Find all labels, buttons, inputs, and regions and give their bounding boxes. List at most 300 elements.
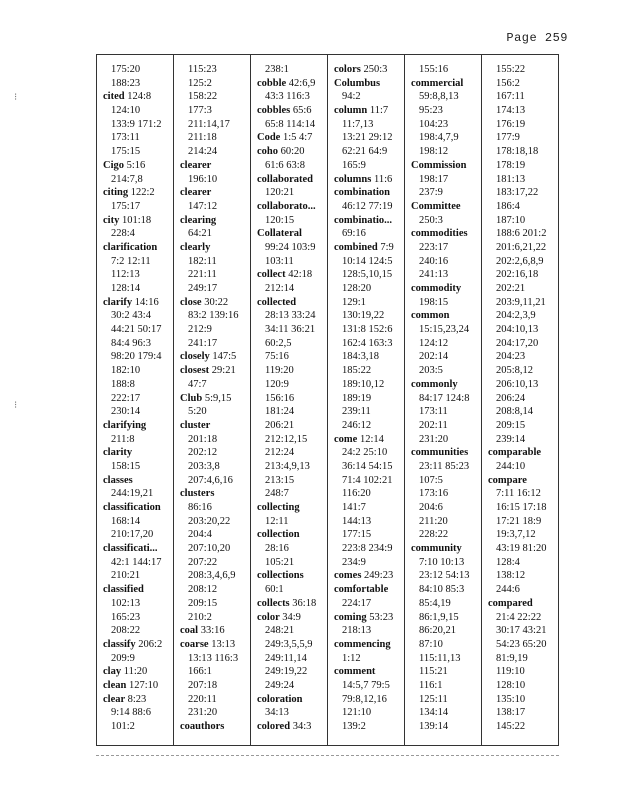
index-page-refs: 13:21 29:12 — [342, 132, 393, 144]
index-page-refs: 174:13 — [496, 105, 526, 117]
index-term-entry — [251, 200, 327, 214]
index-page-refs: 244:6 — [496, 584, 520, 596]
index-page-refs: 1:5 4:7 — [282, 132, 313, 144]
index-page-refs: 250:3 — [419, 214, 443, 226]
index-page-refs: 101:18 — [121, 214, 152, 226]
index-page-refs: 119:20 — [265, 365, 294, 377]
index-term: compared — [488, 597, 533, 609]
index-page-refs: 184:3,18 — [342, 351, 380, 363]
index-page-refs: 98:20 179:4 — [111, 351, 162, 363]
index-page-refs: 23:12 54:13 — [419, 570, 470, 582]
index-term-entry — [97, 693, 173, 707]
margin-mark: ⁝ — [14, 92, 18, 103]
index-term: collaborato... — [257, 200, 316, 212]
index-term-entry — [97, 679, 173, 693]
index-page-refs: 212:12,15 — [265, 433, 308, 445]
index-term-entry — [251, 104, 327, 118]
index-page-refs: 30:17 43:21 — [496, 625, 547, 637]
index-term-entry — [174, 487, 250, 501]
index-term: commodity — [411, 283, 462, 294]
index-term-entry — [174, 392, 250, 406]
index-page-refs: 165:9 — [342, 159, 366, 171]
index-term: Committee — [411, 200, 461, 212]
index-page-refs: 121:10 — [342, 707, 372, 719]
index-page-refs: 128:4 — [496, 556, 520, 568]
index-page-refs: 16:15 17:18 — [496, 502, 547, 513]
index-page-refs: 85:4,19 — [419, 597, 451, 609]
index-page-refs: 155:16 — [419, 64, 449, 75]
index-term-entry — [328, 214, 404, 228]
index-page-refs: 116:20 — [342, 488, 371, 500]
index-page-refs: 107:5 — [419, 474, 443, 486]
index-page-refs: 207:22 — [188, 556, 218, 568]
index-page-refs: 166:1 — [188, 666, 212, 678]
index-term-entry — [251, 501, 327, 515]
index-term-entry — [174, 419, 250, 433]
index-term: closely — [180, 351, 210, 363]
index-page-refs: 33:16 — [200, 625, 225, 637]
index-term-entry — [97, 665, 173, 679]
index-page-refs: 188:23 — [111, 77, 141, 89]
index-page-refs: 198:17 — [419, 173, 449, 185]
index-page-refs: 21:4 22:22 — [496, 611, 542, 623]
index-page-refs: 224:17 — [342, 597, 372, 609]
index-page-refs: 202:14 — [419, 351, 449, 363]
index-page-refs: 178:19 — [496, 159, 526, 171]
index-page-refs: 248:7 — [265, 488, 289, 500]
index-column-4 — [328, 55, 405, 745]
index-page-refs: 203:5 — [419, 365, 443, 377]
index-term-entry — [405, 159, 481, 173]
index-page-refs: 173:11 — [419, 406, 448, 418]
index-page-refs: 128:10 — [496, 679, 526, 691]
margin-mark: ⁝ — [14, 400, 18, 411]
index-term: coal — [180, 625, 199, 637]
index-page-refs: 240:16 — [419, 255, 449, 267]
index-page-refs: 239:14 — [496, 433, 526, 445]
index-page-refs: 177:15 — [342, 529, 372, 541]
index-term: clearer — [180, 159, 212, 171]
index-page-refs: 43:19 81:20 — [496, 543, 547, 555]
index-page-refs: 128:5,10,15 — [342, 269, 393, 281]
index-page-refs: 95:23 — [419, 105, 443, 117]
index-page-refs: 177:9 — [496, 132, 520, 144]
index-page-refs: 15:15,23,24 — [419, 324, 470, 336]
index-page-refs: 207:18 — [188, 679, 218, 691]
index-page-refs: 211:20 — [419, 515, 448, 527]
index-page-refs: 185:22 — [342, 365, 372, 377]
index-page-refs: 115:21 — [419, 666, 448, 678]
index-term: clear — [103, 693, 125, 705]
index-page-refs: 204:17,20 — [496, 337, 539, 349]
index-page-refs: 42:18 — [288, 269, 313, 281]
index-term-entry — [174, 638, 250, 652]
index-term: citing — [103, 187, 129, 199]
index-page-refs: 125:2 — [188, 77, 212, 89]
index-page-refs: 202:16,18 — [496, 269, 539, 281]
index-term: comment — [334, 666, 376, 678]
index-term-entry — [405, 227, 481, 241]
index-page-refs: 211:8 — [111, 433, 135, 445]
index-term: Collateral — [257, 228, 302, 240]
index-page-refs: 124:8 — [127, 91, 152, 103]
index-term-entry — [405, 77, 481, 91]
index-page-refs: 139:14 — [419, 721, 449, 732]
index-page-refs: 188:8 — [111, 378, 135, 390]
index-page-refs: 12:14 — [359, 433, 384, 445]
index-term: clearly — [180, 241, 211, 253]
index-page-refs: 86:16 — [188, 502, 212, 513]
index-page-refs: 11:7,13 — [342, 118, 374, 130]
index-page-refs: 212:9 — [188, 324, 212, 336]
index-page-refs: 223:8 234:9 — [342, 543, 393, 555]
index-term: coauthors — [180, 721, 225, 732]
index-page-refs: 147:12 — [188, 200, 218, 212]
index-term: Code — [257, 132, 281, 144]
index-term: colored — [257, 721, 291, 732]
index-page-refs: 10:14 124:5 — [342, 255, 393, 267]
index-page-refs: 231:20 — [188, 707, 218, 719]
index-page-refs: 7:2 12:11 — [111, 255, 151, 267]
index-page-refs: 187:10 — [496, 214, 526, 226]
index-page-refs: 42:1 144:17 — [111, 556, 162, 568]
index-term-entry — [328, 77, 404, 91]
index-term-entry — [174, 296, 250, 310]
index-page-refs: 202:12 — [188, 447, 218, 459]
index-term-entry — [482, 597, 559, 611]
index-term-entry — [174, 624, 250, 638]
index-term: clusters — [180, 488, 215, 500]
index-term: comfortable — [334, 584, 389, 596]
index-page-refs: 156:16 — [265, 392, 295, 404]
index-page-refs: 19:3,7,12 — [496, 529, 536, 541]
index-term-entry — [405, 282, 481, 296]
index-term: city — [103, 214, 120, 226]
index-page-refs: 34:3 — [292, 721, 312, 732]
index-term: commonly — [411, 378, 458, 390]
index-term-entry — [405, 378, 481, 392]
index-term-entry — [97, 186, 173, 200]
index-page-refs: 249:24 — [265, 679, 295, 691]
index-page-refs: 248:21 — [265, 625, 295, 637]
index-page-refs: 65:8 114:14 — [265, 118, 316, 130]
index-term-entry — [97, 241, 173, 255]
index-page-refs: 241:17 — [188, 337, 218, 349]
index-page-refs: 112:13 — [111, 269, 140, 281]
index-term: Club — [180, 392, 203, 404]
index-page-refs: 228:4 — [111, 228, 135, 240]
index-page-refs: 206:24 — [496, 392, 526, 404]
index-page-refs: 131:8 152:6 — [342, 324, 393, 336]
index-page-refs: 202:2,6,8,9 — [496, 255, 544, 267]
index-term-entry — [405, 542, 481, 556]
index-page-refs: 165:23 — [111, 611, 141, 623]
index-term: clay — [103, 666, 122, 678]
index-page-refs: 212:14 — [265, 283, 295, 294]
index-page-refs: 127:10 — [128, 679, 159, 691]
index-page-refs: 7:9 — [380, 241, 394, 253]
index-term-entry — [174, 364, 250, 378]
index-term-entry — [174, 186, 250, 200]
index-term-entry — [174, 241, 250, 255]
index-page-refs: 1:12 — [342, 652, 361, 664]
index-term-entry — [405, 446, 481, 460]
index-page-refs: 105:21 — [265, 556, 295, 568]
index-term: columns — [334, 173, 372, 185]
index-term-entry — [251, 227, 327, 241]
index-term: combined — [334, 241, 378, 253]
index-page-refs: 60:2,5 — [265, 337, 292, 349]
index-page-refs: 145:22 — [496, 721, 526, 732]
index-term: close — [180, 296, 202, 308]
index-term: classification — [103, 502, 161, 513]
index-page-refs: 182:10 — [111, 365, 141, 377]
index-page-refs: 11:6 — [373, 173, 393, 185]
index-page-refs: 214:24 — [188, 146, 218, 158]
index-page-refs: 182:11 — [188, 255, 217, 267]
index-page-refs: 139:2 — [342, 721, 366, 732]
index-page-refs: 249:23 — [364, 570, 394, 582]
index-term: combination — [334, 187, 391, 199]
index-page-refs: 23:11 85:23 — [419, 460, 470, 472]
index-page-refs: 44:21 50:17 — [111, 324, 162, 336]
index-page-refs: 176:19 — [496, 118, 526, 130]
index-page-refs: 147:5 — [212, 351, 237, 363]
index-term: clarification — [103, 241, 158, 253]
index-page-refs: 71:4 102:21 — [342, 474, 393, 486]
index-page-refs: 206:10,13 — [496, 378, 539, 390]
index-page-refs: 206:21 — [265, 419, 295, 431]
index-page-refs: 144:13 — [342, 515, 372, 527]
index-term-entry — [328, 569, 404, 583]
index-page-refs: 87:10 — [419, 638, 443, 650]
index-term: community — [411, 543, 462, 555]
index-term: comparable — [488, 447, 542, 459]
index-term-entry — [251, 693, 327, 707]
index-page-refs: 46:12 77:19 — [342, 200, 393, 212]
index-term-entry — [174, 350, 250, 364]
index-term-entry — [97, 638, 173, 652]
index-page-refs: 246:12 — [342, 419, 372, 431]
index-term-entry — [251, 77, 327, 91]
index-term: classified — [103, 584, 144, 596]
index-page-refs: 209:15 — [188, 597, 218, 609]
index-term-entry — [97, 501, 173, 515]
index-page-refs: 204:6 — [419, 502, 443, 513]
index-page-refs: 249:11,14 — [265, 652, 307, 664]
index-term: comes — [334, 570, 362, 582]
index-page-refs: 220:11 — [188, 693, 217, 705]
index-page-refs: 221:11 — [188, 269, 217, 281]
index-term: collected — [257, 296, 297, 308]
index-term-entry — [251, 569, 327, 583]
index-term-entry — [251, 597, 327, 611]
index-page-refs: 34:9 — [282, 611, 301, 623]
index-term: combinatio... — [334, 214, 393, 226]
index-page-refs: 5:9,15 — [204, 392, 232, 404]
index-page-refs: 9:14 88:6 — [111, 707, 151, 719]
index-term: collections — [257, 570, 304, 582]
index-page-refs: 204:2,3,9 — [496, 310, 536, 322]
index-term: compare — [488, 474, 527, 486]
index-page-refs: 130:19,22 — [342, 310, 385, 322]
index-page-refs: 208:12 — [188, 584, 218, 596]
index-page-refs: 119:10 — [496, 666, 525, 678]
index-page-refs: 198:12 — [419, 146, 449, 158]
index-term-entry — [328, 241, 404, 255]
index-page-refs: 14:16 — [134, 296, 159, 308]
index-page-refs: 47:7 — [188, 378, 207, 390]
index-page-refs: 210:17,20 — [111, 529, 154, 541]
index-page-refs: 203:3,8 — [188, 460, 220, 472]
index-page-refs: 202:11 — [419, 419, 448, 431]
index-page-refs: 128:14 — [111, 283, 141, 294]
index-term-entry — [405, 309, 481, 323]
index-term-entry — [482, 474, 559, 488]
index-page-refs: 61:6 63:8 — [265, 159, 305, 171]
index-term-entry — [328, 63, 404, 77]
index-page-refs: 188:6 201:2 — [496, 228, 547, 240]
bottom-rule — [96, 755, 559, 756]
index-page-refs: 99:24 103:9 — [265, 241, 316, 253]
index-term: classify — [103, 638, 136, 650]
index-term-entry — [328, 665, 404, 679]
page-number: Page 259 — [506, 31, 568, 45]
index-page-refs: 203:20,22 — [188, 515, 231, 527]
index-page-refs: 204:4 — [188, 529, 212, 541]
index-term-entry — [251, 131, 327, 145]
index-page-refs: 28:16 — [265, 543, 289, 555]
index-page-refs: 120:15 — [265, 214, 295, 226]
index-page-refs: 231:20 — [419, 433, 449, 445]
index-page-refs: 204:23 — [496, 351, 526, 363]
index-page-refs: 198:15 — [419, 296, 449, 308]
index-page-refs: 65:6 — [292, 105, 312, 117]
index-page-refs: 167:11 — [496, 91, 525, 103]
index-page-refs: 198:4,7,9 — [419, 132, 459, 144]
index-term: clearing — [180, 214, 217, 226]
index-page-refs: 5:20 — [188, 406, 207, 418]
index-term: collaborated — [257, 173, 313, 185]
index-page-refs: 30:22 — [204, 296, 229, 308]
index-page-refs: 28:13 33:24 — [265, 310, 316, 322]
index-page-refs: 203:9,11,21 — [496, 296, 546, 308]
index-column-3 — [251, 55, 328, 745]
index-page-refs: 12:11 — [265, 515, 289, 527]
index-page-refs: 59:8,8,13 — [419, 91, 459, 103]
index-term-entry — [174, 214, 250, 228]
index-page-refs: 213:15 — [265, 474, 295, 486]
index-page-refs: 208:8,14 — [496, 406, 534, 418]
index-column-1 — [97, 55, 174, 745]
index-page-refs: 205:8,12 — [496, 365, 534, 377]
index-page-refs: 124:12 — [419, 337, 449, 349]
index-page-refs: 36:14 54:15 — [342, 460, 393, 472]
index-page-refs: 79:8,12,16 — [342, 693, 387, 705]
index-page-refs: 156:2 — [496, 77, 520, 89]
index-page-refs: 218:13 — [342, 625, 372, 637]
index-page-refs: 116:1 — [419, 679, 443, 691]
index-term: color — [257, 611, 280, 623]
index-page-refs: 135:10 — [496, 693, 526, 705]
index-page-refs: 13:13 — [211, 638, 236, 650]
index-page-refs: 237:9 — [419, 187, 443, 199]
index-term: cobble — [257, 77, 287, 89]
index-term-entry — [328, 433, 404, 447]
index-page-refs: 138:17 — [496, 707, 526, 719]
index-page-refs: 34:13 — [265, 707, 289, 719]
index-term: Columbus — [334, 77, 381, 89]
index-page-refs: 244:19,21 — [111, 488, 154, 500]
index-page-refs: 128:20 — [342, 283, 372, 294]
index-term-entry — [97, 214, 173, 228]
index-page-refs: 101:2 — [111, 721, 135, 732]
index-term-entry — [328, 186, 404, 200]
index-page-refs: 186:4 — [496, 200, 520, 212]
index-page-refs: 239:11 — [342, 406, 371, 418]
index-page-refs: 211:14,17 — [188, 118, 230, 130]
index-page-refs: 173:16 — [419, 488, 449, 500]
index-page-refs: 250:3 — [363, 64, 388, 75]
index-term: coloration — [257, 693, 303, 705]
index-page-refs: 189:19 — [342, 392, 372, 404]
index-term: commercial — [411, 77, 464, 89]
index-term: collection — [257, 529, 300, 541]
index-page-refs: 249:3,5,5,9 — [265, 638, 313, 650]
index-page-refs: 138:12 — [496, 570, 526, 582]
index-term: classificati... — [103, 543, 158, 555]
index-page-refs: 238:1 — [265, 64, 289, 75]
word-index-table — [96, 54, 559, 746]
index-page-refs: 69:16 — [342, 228, 366, 240]
index-page-refs: 228:22 — [419, 529, 449, 541]
index-term: collects — [257, 597, 290, 609]
index-term: cluster — [180, 419, 211, 431]
index-page-refs: 158:15 — [111, 460, 141, 472]
index-term-entry — [405, 200, 481, 214]
index-page-refs: 17:21 18:9 — [496, 515, 542, 527]
index-page-refs: 141:7 — [342, 502, 366, 513]
index-term: clarifying — [103, 419, 147, 431]
index-term-entry — [97, 159, 173, 173]
index-term-entry — [251, 268, 327, 282]
index-term-entry — [251, 173, 327, 187]
index-page-refs: 207:10,20 — [188, 543, 231, 555]
index-page-refs: 36:18 — [292, 597, 317, 609]
index-page-refs: 64:21 — [188, 228, 212, 240]
index-term-entry — [251, 720, 327, 734]
index-page-refs: 83:2 139:16 — [188, 310, 239, 322]
index-page-refs: 210:21 — [111, 570, 141, 582]
index-page-refs: 249:19,22 — [265, 666, 308, 678]
index-page-refs: 7:11 16:12 — [496, 488, 541, 500]
index-page-refs: 189:10,12 — [342, 378, 385, 390]
index-page-refs: 206:2 — [138, 638, 163, 650]
index-term: coho — [257, 146, 278, 158]
index-term-entry — [328, 583, 404, 597]
index-page-refs: 14:5,7 79:5 — [342, 679, 390, 691]
index-page-refs: 7:10 10:13 — [419, 556, 465, 568]
index-page-refs: 201:18 — [188, 433, 218, 445]
index-page-refs: 34:11 36:21 — [265, 324, 316, 336]
index-page-refs: 202:21 — [496, 283, 526, 294]
index-page-refs: 43:3 116:3 — [265, 91, 310, 103]
index-page-refs: 212:24 — [265, 447, 295, 459]
index-term: coarse — [180, 638, 209, 650]
index-term-entry — [251, 611, 327, 625]
index-page-refs: 173:11 — [111, 132, 140, 144]
index-page-refs: 75:16 — [265, 351, 289, 363]
